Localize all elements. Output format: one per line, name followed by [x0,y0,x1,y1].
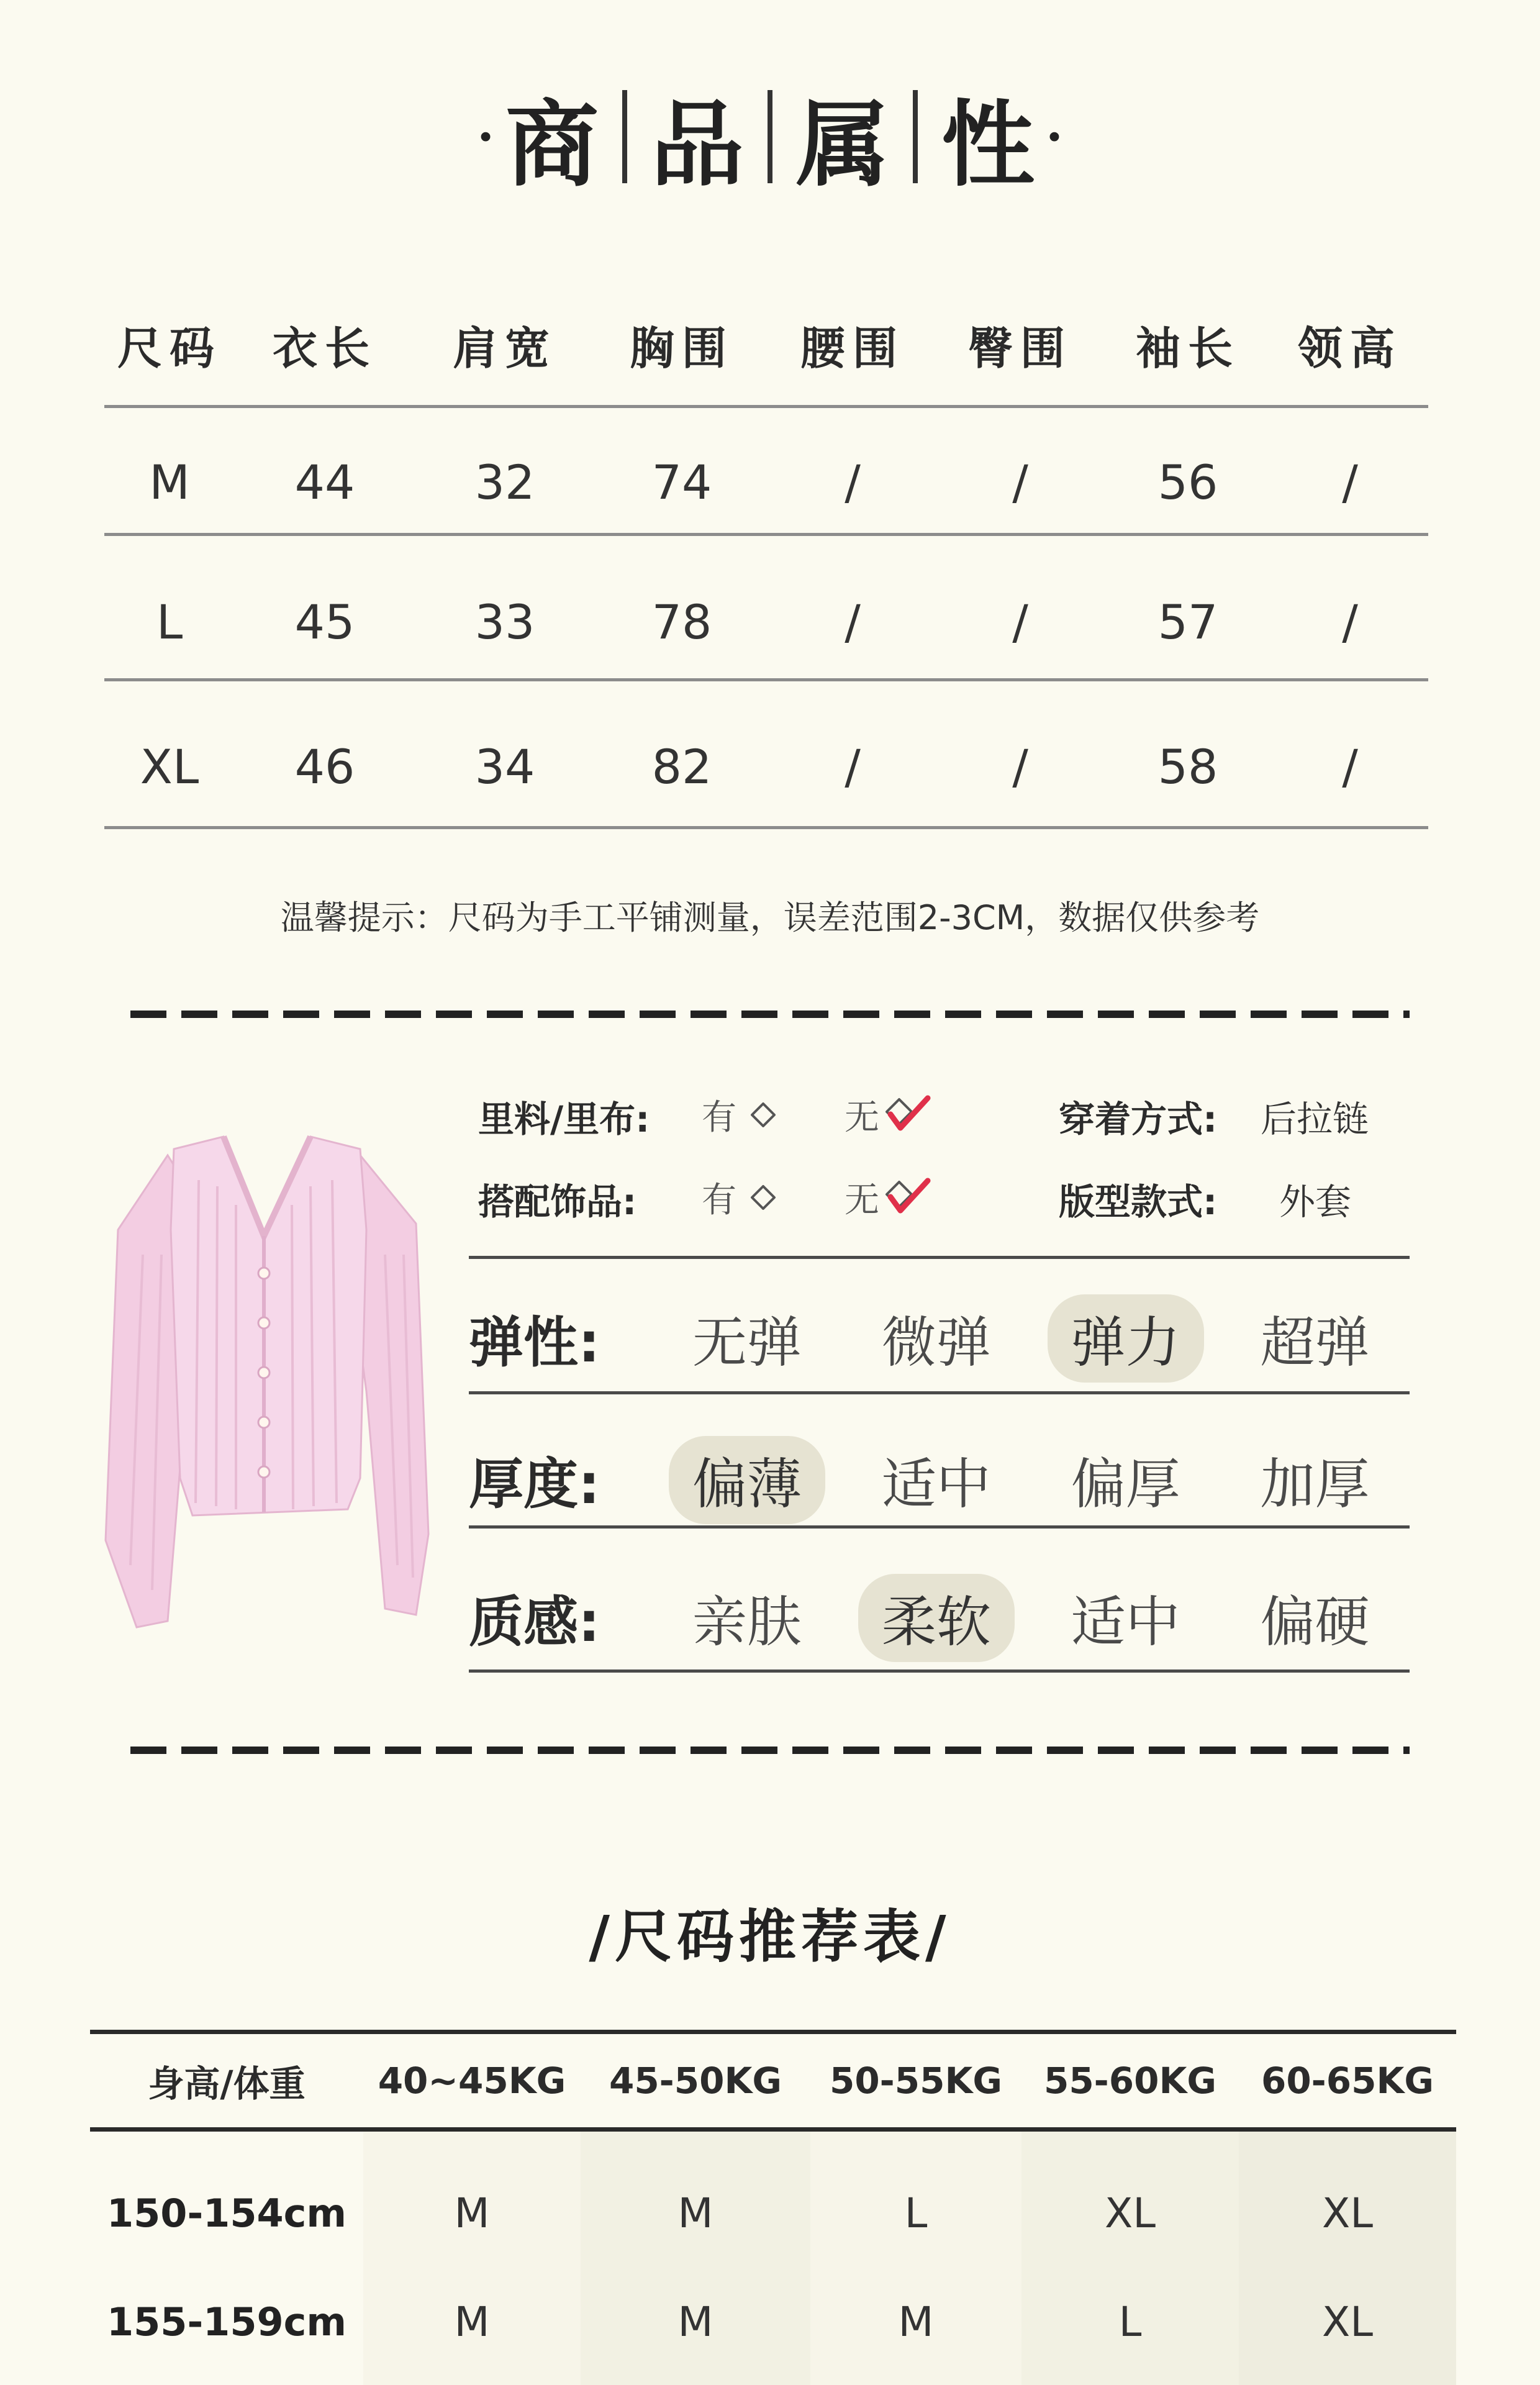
recommendation-table [90,2030,1456,2385]
page-title: · 商 品 属 性 · [0,75,1540,199]
header-cell: 腰围 [800,322,905,375]
table-cell: XL [140,738,199,794]
title-separator [622,90,627,183]
table-cell: / [1342,738,1358,794]
measurement-tip: 温馨提示：尺码为手工平铺测量，误差范围2-3CM，数据仅供参考 [280,898,1260,937]
header-cell: 胸围 [629,322,734,375]
table-cell: L [156,594,183,650]
table-cell: 33 [474,594,535,650]
table-cell: M [677,2189,713,2237]
lining-option-yes[interactable]: 有 [702,1090,776,1140]
table-row [104,694,1428,838]
table-cell: 155-159cm [107,2299,346,2345]
cardigan-image [93,1130,441,1633]
table-row [90,2269,1456,2374]
table-cell: 78 [651,594,712,650]
table-cell: M [149,454,190,510]
scale-option[interactable]: 无弹 [692,1311,802,1374]
header-cell: 60-65KG [1261,2060,1434,2102]
table-cell: / [845,454,861,510]
header-cell: 55-60KG [1043,2060,1217,2102]
header-cell: 肩宽 [452,322,557,375]
table-cell: M [454,2297,490,2346]
recommendation-title: /尺码推荐表/ [589,1903,951,1970]
scale-option[interactable]: 亲肤 [692,1590,802,1654]
header-cell: 领高 [1297,322,1402,375]
thickness-label: 厚度: [469,1452,600,1516]
attribute-divider [469,1256,1410,1259]
header-cell: 尺码 [117,322,222,375]
table-top-rule [90,2030,1456,2034]
accessory-option-yes[interactable]: 有 [702,1173,776,1222]
circle-option-icon [750,1184,776,1211]
table-cell: L [904,2189,928,2237]
table-divider [104,533,1428,536]
table-cell: M [898,2297,934,2346]
header-cell: 50-55KG [829,2060,1003,2102]
table-cell: XL [1322,2189,1373,2237]
table-row [104,550,1428,694]
dashed-divider [130,1011,1410,1018]
texture-row [469,1556,1410,1680]
table-header-rule [90,2127,1456,2132]
table-cell: / [1342,454,1358,510]
texture-label: 质感: [469,1590,600,1654]
elasticity-label: 弹性: [469,1311,600,1374]
table-cell: / [1012,454,1028,510]
wear-label: 穿着方式: [1059,1098,1218,1140]
table-cell: 32 [474,454,535,510]
table-divider [104,405,1428,408]
table-cell: / [1342,594,1358,650]
header-cell: 40~45KG [378,2060,566,2102]
attribute-divider [469,1670,1410,1673]
attribute-divider [469,1525,1410,1529]
accessory-label: 搭配饰品: [478,1181,637,1223]
header-cell: 袖长 [1135,322,1240,375]
header-cell: 臀围 [967,322,1072,375]
title-char: 属 [796,90,890,199]
table-cell: 44 [294,454,355,510]
table-cell: / [1012,594,1028,650]
scale-option[interactable]: 偏厚 [1071,1452,1180,1516]
checkmark-icon [882,1093,931,1137]
table-cell: 58 [1157,738,1218,794]
header-cell: 衣长 [272,322,377,375]
table-cell: 150-154cm [107,2190,346,2236]
title-separator [768,90,772,183]
lining-label: 里料/里布: [478,1098,650,1140]
table-row [90,2160,1456,2266]
scale-option[interactable]: 偏薄 [669,1436,825,1524]
recommendation-header [90,2034,1456,2127]
title-char: 品 [650,90,744,199]
table-cell: 74 [651,454,712,510]
scale-option[interactable]: 适中 [1071,1590,1180,1654]
size-table-header [104,298,1428,391]
circle-option-icon [750,1102,776,1128]
dashed-divider [130,1747,1410,1754]
checkmark-icon [882,1176,931,1219]
scale-option[interactable]: 适中 [881,1452,991,1516]
header-cell: 45-50KG [609,2060,782,2102]
style-value: 外套 [1279,1181,1352,1223]
attribute-divider [469,1391,1410,1394]
header-cell: 身高/体重 [148,2063,306,2105]
scale-option[interactable]: 偏硬 [1260,1590,1370,1654]
style-label: 版型款式: [1059,1181,1218,1223]
title-char: 商 [505,90,599,199]
table-cell: XL [1322,2297,1373,2346]
scale-option[interactable]: 微弹 [881,1311,991,1374]
scale-option[interactable]: 超弹 [1260,1311,1370,1374]
table-cell: / [1012,738,1028,794]
table-cell: 34 [474,738,535,794]
lining-option-no[interactable]: 无 [845,1090,931,1140]
table-cell: 45 [294,594,355,650]
table-cell: M [454,2189,490,2237]
table-cell: M [677,2297,713,2346]
table-cell: / [845,594,861,650]
title-char: 性 [941,90,1035,199]
table-cell: 57 [1157,594,1218,650]
wear-value: 后拉链 [1261,1098,1369,1140]
accessory-option-no[interactable]: 无 [845,1173,931,1222]
elasticity-row [469,1276,1410,1401]
thickness-row [469,1418,1410,1542]
table-divider [104,826,1428,829]
table-cell: 46 [294,738,355,794]
scale-option[interactable]: 柔软 [858,1574,1015,1662]
table-cell: 82 [651,738,712,794]
table-cell: / [845,738,861,794]
scale-option[interactable]: 弹力 [1048,1294,1204,1383]
table-cell: 56 [1157,454,1218,510]
table-cell: XL [1105,2189,1156,2237]
scale-option[interactable]: 加厚 [1260,1452,1370,1516]
table-cell: L [1118,2297,1142,2346]
title-separator [913,90,918,183]
table-divider [104,678,1428,681]
